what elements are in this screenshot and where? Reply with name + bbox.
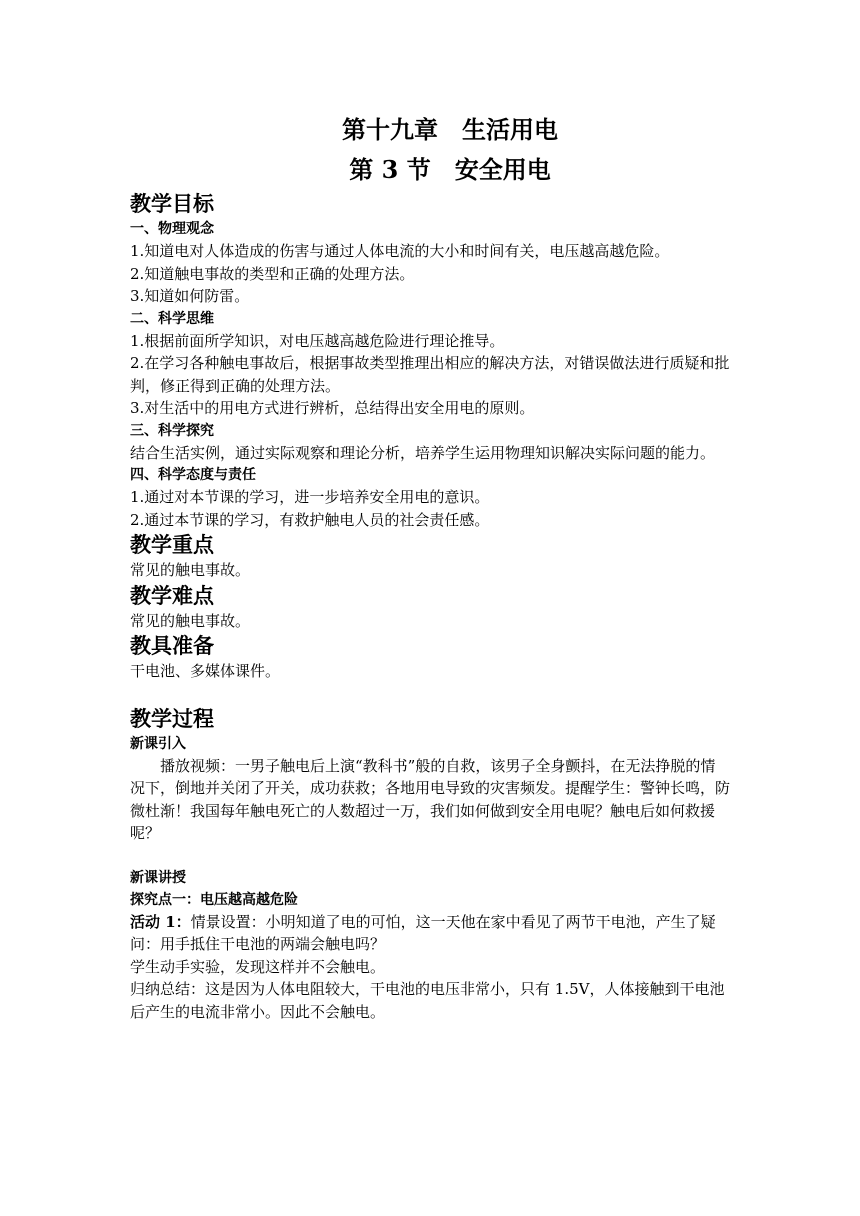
spacer [130, 845, 730, 867]
objective-item: 2.知道触电事故的类型和正确的处理方法。 [130, 264, 415, 283]
page-content [130, 110, 730, 1023]
activity-paragraph [130, 911, 730, 956]
objective-item: 1.知道电对人体造成的伤害与通过人体电流的大小和时间有关，电压越高越危险。 [130, 242, 670, 260]
objective-item: 1.根据前面所学知识，对电压越高越危险进行理论推导。 [130, 331, 505, 350]
objective-item: 3.对生活中的用电方式进行辨析，总结得出安全用电的原则。 [130, 399, 535, 417]
objective-item: 3.知道如何防雷。 [130, 287, 250, 305]
objectives-heading: 教学目标 [130, 192, 214, 216]
key-points-heading: 教学重点 [130, 533, 214, 557]
physics-concept-title: 一、物理观念 [130, 221, 214, 237]
intro-title: 新课引入 [130, 735, 186, 752]
process-heading: 教学过程 [130, 706, 214, 731]
attitude-title: 四、科学态度与责任 [130, 467, 256, 483]
spacer [130, 683, 730, 705]
section-title: 第 3 节 安全用电 [349, 155, 551, 184]
objective-item: 1.通过对本节课的学习，进一步培养安全用电的意识。 [130, 488, 490, 506]
lecture-title: 新课讲授 [130, 869, 186, 886]
summary-text: 归纳总结：这是因为人体电阻较大，干电池的电压非常小，只有 1.5V，人体接触到干电池后产生的电流非常小。因此不会触电。 [130, 980, 725, 1021]
materials-heading: 教具准备 [130, 634, 214, 658]
activity-label: 活动 1： [130, 912, 191, 931]
scientific-thinking-title: 二、科学思维 [130, 310, 214, 327]
objective-item: 2.在学习各种触电事故后，根据事故类型推理出相应的解决方法，对错误做法进行质疑和批判，修正得到正确的处理方法。 [130, 354, 730, 395]
point1-title: 探究点一：电压越高越危险 [130, 891, 298, 908]
key-points-text: 常见的触电事故。 [130, 561, 251, 579]
chapter-title: 第十九章 生活用电 [342, 115, 558, 144]
scientific-inquiry-title: 三、科学探究 [130, 422, 214, 439]
experiment-text: 学生动手实验，发现这样并不会触电。 [130, 957, 386, 976]
difficulties-heading: 教学难点 [130, 583, 214, 608]
intro-paragraph: 播放视频：一男子触电后上演“教科书”般的自救，该男子全身颤抖，在无法挣脱的情况下，倒地并关闭了开关，成功获救；各地用电导致的灾害频发。提醒学生：警钟长鸣，防微杜渐！我国每年触电死亡的人数超过一万，我们如何做到安全用电呢？触电后如何救援呢？ [130, 756, 731, 842]
objective-item: 2.通过本节课的学习，有救护触电人员的社会责任感。 [130, 510, 490, 529]
difficulties-text: 常见的触电事故。 [130, 611, 251, 630]
scientific-inquiry-text: 结合生活实例，通过实际观察和理论分析，培养学生运用物理知识解决实际问题的能力。 [130, 443, 716, 462]
materials-text: 干电池、多媒体课件。 [130, 662, 281, 680]
activity-text: 情景设置：小明知道了电的可怕，这一天他在家中看见了两节干电池，产生了疑问：用手抵住干电池的两端会触电吗？ [130, 912, 716, 953]
